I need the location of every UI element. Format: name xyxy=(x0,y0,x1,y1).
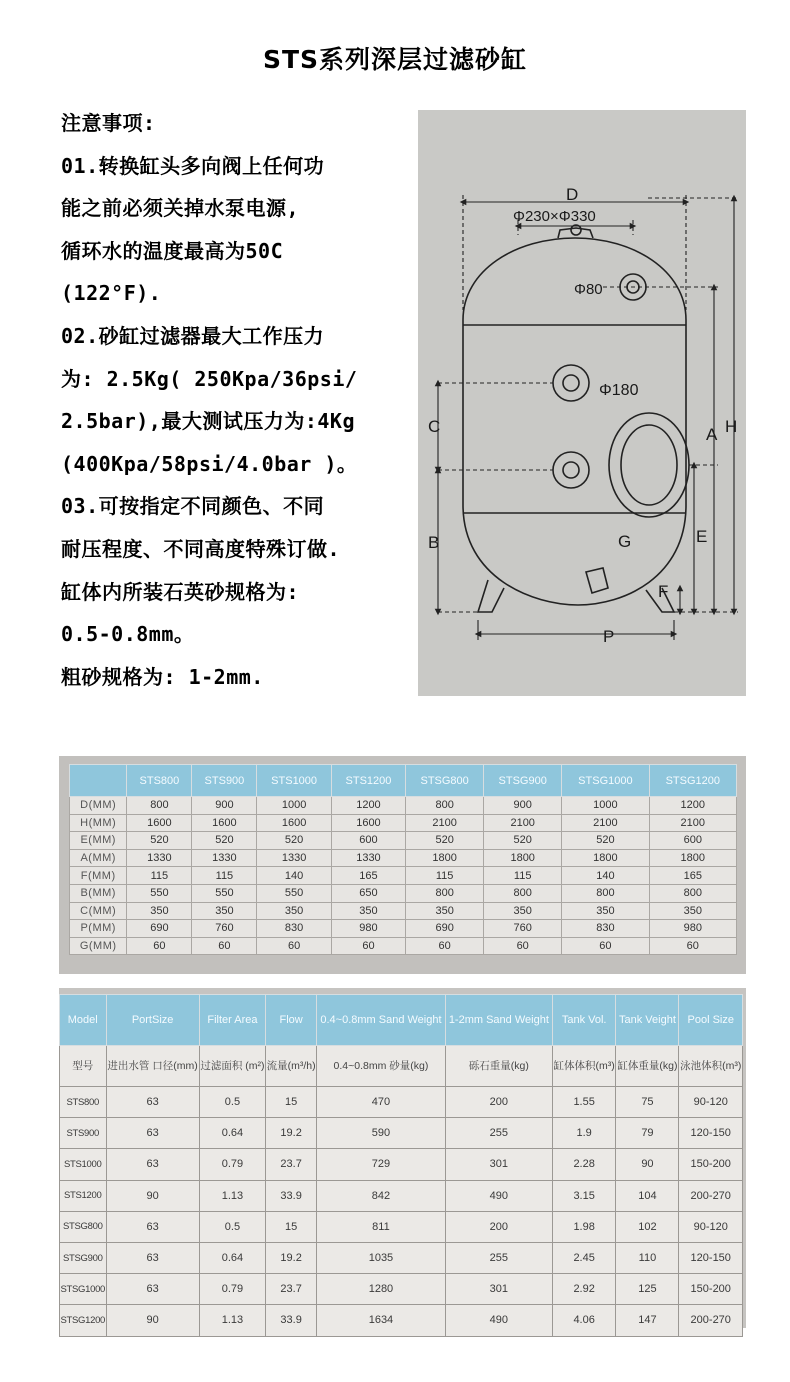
table-cell: 1330 xyxy=(192,849,257,867)
table-cell: 550 xyxy=(257,884,331,902)
column-subheader: 缸体体积(m³) xyxy=(552,1046,615,1087)
table-cell: 1000 xyxy=(257,797,331,815)
row-label: C(MM) xyxy=(70,902,127,920)
table-cell: 19.2 xyxy=(266,1242,317,1273)
table-cell: 125 xyxy=(616,1274,679,1305)
table-cell: 800 xyxy=(649,884,736,902)
table-cell: 690 xyxy=(406,920,484,938)
column-header xyxy=(70,765,127,797)
table-cell: 0.5 xyxy=(199,1087,265,1118)
column-header: STSG800 xyxy=(406,765,484,797)
table-cell: 1600 xyxy=(192,814,257,832)
table-cell: 75 xyxy=(616,1087,679,1118)
table-row xyxy=(70,832,737,850)
table-cell: 1200 xyxy=(649,797,736,815)
label-f: F xyxy=(658,582,669,601)
model-cell: STS800 xyxy=(60,1087,107,1118)
column-header: Filter Area xyxy=(199,995,265,1046)
table-cell: 165 xyxy=(649,867,736,885)
table-cell: 830 xyxy=(257,920,331,938)
table-cell: 2100 xyxy=(649,814,736,832)
row-label: H(MM) xyxy=(70,814,127,832)
column-header: Pool Size xyxy=(679,995,743,1046)
table-cell: 800 xyxy=(406,884,484,902)
table-row xyxy=(60,1118,743,1149)
column-subheader: 砾石重量(kg) xyxy=(445,1046,552,1087)
column-subheader: 缸体重量(kg) xyxy=(616,1046,679,1087)
table-row xyxy=(60,1087,743,1118)
table-cell: 811 xyxy=(317,1211,446,1242)
table-cell: 600 xyxy=(649,832,736,850)
table-cell: 800 xyxy=(484,884,562,902)
table-cell: 800 xyxy=(562,884,649,902)
table-cell: 1280 xyxy=(317,1274,446,1305)
table-cell: 301 xyxy=(445,1149,552,1180)
upper-nozzle xyxy=(553,365,589,401)
page-title: STS系列深层过滤砂缸 xyxy=(262,45,528,74)
model-cell: STS1200 xyxy=(60,1180,107,1211)
column-header: 1-2mm Sand Weight xyxy=(445,995,552,1046)
row-label: D(MM) xyxy=(70,797,127,815)
column-subheader: 型号 xyxy=(60,1046,107,1087)
table-cell: 0.79 xyxy=(199,1149,265,1180)
table-cell: 590 xyxy=(317,1118,446,1149)
table-cell: 115 xyxy=(484,867,562,885)
table-cell: 470 xyxy=(317,1087,446,1118)
table-cell: 90-120 xyxy=(679,1211,743,1242)
table-row xyxy=(70,849,737,867)
table-cell: 1800 xyxy=(562,849,649,867)
table-cell: 4.06 xyxy=(552,1305,615,1336)
table-cell: 1330 xyxy=(127,849,192,867)
table-cell: 2100 xyxy=(562,814,649,832)
table-row xyxy=(60,1242,743,1273)
table-cell: 63 xyxy=(106,1274,199,1305)
table-cell: 729 xyxy=(317,1149,446,1180)
table-cell: 115 xyxy=(127,867,192,885)
table-cell: 980 xyxy=(331,920,405,938)
table-row xyxy=(70,902,737,920)
label-p: P xyxy=(603,627,615,646)
table-cell: 350 xyxy=(406,902,484,920)
table-cell: 2.28 xyxy=(552,1149,615,1180)
column-subheader: 进出水管 口径(mm) xyxy=(106,1046,199,1087)
notes-line: (122°F). xyxy=(61,281,162,306)
table-row xyxy=(60,1211,743,1242)
table-cell: 63 xyxy=(106,1087,199,1118)
notes-line: 耐压程度、不同高度特殊订做. xyxy=(61,536,341,561)
notes-line: 缸体内所装石英砂规格为: xyxy=(61,579,300,604)
tank-drawing-svg xyxy=(418,110,746,696)
table-row xyxy=(70,814,737,832)
label-manhole: Φ180 xyxy=(599,382,639,399)
table-cell: 102 xyxy=(616,1211,679,1242)
table-cell: 15 xyxy=(266,1087,317,1118)
table-cell: 200 xyxy=(445,1087,552,1118)
notes-line: 循环水的温度最高为50C xyxy=(61,238,284,263)
table-subheader-row xyxy=(60,1046,743,1087)
table-row xyxy=(70,937,737,955)
table-cell: 830 xyxy=(562,920,649,938)
table-cell: 520 xyxy=(562,832,649,850)
notes-line: (400Kpa/58psi/4.0bar )。 xyxy=(61,451,358,476)
label-top-flange: Φ230×Φ330 xyxy=(513,208,596,225)
table-cell: 301 xyxy=(445,1274,552,1305)
table-cell: 0.79 xyxy=(199,1274,265,1305)
table-cell: 15 xyxy=(266,1211,317,1242)
table-cell: 980 xyxy=(649,920,736,938)
table-cell: 147 xyxy=(616,1305,679,1336)
table-cell: 690 xyxy=(127,920,192,938)
label-e: E xyxy=(696,527,708,546)
table-cell: 19.2 xyxy=(266,1118,317,1149)
table-cell: 650 xyxy=(331,884,405,902)
table-row xyxy=(60,1180,743,1211)
label-d: D xyxy=(566,185,579,204)
table-cell: 3.15 xyxy=(552,1180,615,1211)
model-cell: STSG1200 xyxy=(60,1305,107,1336)
table-cell: 1035 xyxy=(317,1242,446,1273)
table-header-row xyxy=(70,765,737,797)
row-label: P(MM) xyxy=(70,920,127,938)
table-cell: 0.5 xyxy=(199,1211,265,1242)
table-cell: 520 xyxy=(257,832,331,850)
table-cell: 350 xyxy=(562,902,649,920)
model-cell: STS1000 xyxy=(60,1149,107,1180)
table-cell: 350 xyxy=(484,902,562,920)
table-cell: 1.9 xyxy=(552,1118,615,1149)
table-cell: 2100 xyxy=(406,814,484,832)
table-cell: 255 xyxy=(445,1118,552,1149)
table-cell: 63 xyxy=(106,1118,199,1149)
table-cell: 90 xyxy=(616,1149,679,1180)
table-cell: 60 xyxy=(484,937,562,955)
table-cell: 90 xyxy=(106,1180,199,1211)
column-header: STS900 xyxy=(192,765,257,797)
table-row xyxy=(60,1274,743,1305)
column-subheader: 泳池体积(m³) xyxy=(679,1046,743,1087)
table-cell: 120-150 xyxy=(679,1242,743,1273)
table-cell: 200-270 xyxy=(679,1180,743,1211)
table-row xyxy=(70,884,737,902)
table-cell: 900 xyxy=(192,797,257,815)
column-subheader: 0.4~0.8mm 砂量(kg) xyxy=(317,1046,446,1087)
table-cell: 60 xyxy=(562,937,649,955)
table-cell: 1.13 xyxy=(199,1180,265,1211)
table-cell: 63 xyxy=(106,1149,199,1180)
model-cell: STSG800 xyxy=(60,1211,107,1242)
table-cell: 33.9 xyxy=(266,1305,317,1336)
notes-line: 02.砂缸过滤器最大工作压力 xyxy=(61,323,325,348)
notes-line: 0.5-0.8mm。 xyxy=(61,622,195,647)
table-cell: 110 xyxy=(616,1242,679,1273)
table-cell: 60 xyxy=(331,937,405,955)
table-cell: 490 xyxy=(445,1180,552,1211)
table-cell: 1800 xyxy=(649,849,736,867)
table-cell: 1800 xyxy=(406,849,484,867)
table-cell: 1330 xyxy=(257,849,331,867)
table-cell: 2100 xyxy=(484,814,562,832)
table-cell: 1.13 xyxy=(199,1305,265,1336)
filter-dimension-drawing xyxy=(418,110,746,696)
table-cell: 350 xyxy=(192,902,257,920)
specs-table xyxy=(59,994,743,1337)
row-label: A(MM) xyxy=(70,849,127,867)
row-label: E(MM) xyxy=(70,832,127,850)
table-cell: 90-120 xyxy=(679,1087,743,1118)
table-cell: 90 xyxy=(106,1305,199,1336)
table-cell: 900 xyxy=(484,797,562,815)
table-cell: 520 xyxy=(484,832,562,850)
table-cell: 63 xyxy=(106,1242,199,1273)
table-cell: 150-200 xyxy=(679,1274,743,1305)
table-cell: 520 xyxy=(127,832,192,850)
table-cell: 550 xyxy=(127,884,192,902)
label-g: G xyxy=(618,532,632,551)
table-cell: 120-150 xyxy=(679,1118,743,1149)
table-row xyxy=(60,1149,743,1180)
table-cell: 842 xyxy=(317,1180,446,1211)
column-header: 0.4~0.8mm Sand Weight xyxy=(317,995,446,1046)
table-cell: 200 xyxy=(445,1211,552,1242)
lower-nozzle xyxy=(553,452,589,488)
label-small-port: Φ80 xyxy=(574,281,603,298)
table-cell: 0.64 xyxy=(199,1118,265,1149)
table-cell: 79 xyxy=(616,1118,679,1149)
column-header: STS1000 xyxy=(257,765,331,797)
table-row xyxy=(70,797,737,815)
label-c: C xyxy=(428,417,441,436)
notes-line: 03.可按指定不同颜色、不同 xyxy=(61,494,325,519)
column-header: Tank Veight xyxy=(616,995,679,1046)
table-cell: 350 xyxy=(257,902,331,920)
table-cell: 60 xyxy=(406,937,484,955)
table-cell: 1330 xyxy=(331,849,405,867)
model-cell: STSG900 xyxy=(60,1242,107,1273)
table-cell: 1600 xyxy=(331,814,405,832)
table-cell: 60 xyxy=(192,937,257,955)
table-cell: 1800 xyxy=(484,849,562,867)
table-cell: 165 xyxy=(331,867,405,885)
table-cell: 1600 xyxy=(127,814,192,832)
table-cell: 520 xyxy=(406,832,484,850)
table-cell: 0.64 xyxy=(199,1242,265,1273)
table-row xyxy=(70,920,737,938)
column-header: STS1200 xyxy=(331,765,405,797)
column-header: STSG900 xyxy=(484,765,562,797)
table-cell: 800 xyxy=(406,797,484,815)
row-label: G(MM) xyxy=(70,937,127,955)
label-a: A xyxy=(706,425,718,444)
table-cell: 140 xyxy=(562,867,649,885)
table-cell: 1.98 xyxy=(552,1211,615,1242)
table-cell: 23.7 xyxy=(266,1149,317,1180)
table-cell: 140 xyxy=(257,867,331,885)
table-cell: 1600 xyxy=(257,814,331,832)
notes-block xyxy=(61,108,416,704)
notes-line: 01.转换缸头多向阀上任何功 xyxy=(61,153,325,178)
table-cell: 33.9 xyxy=(266,1180,317,1211)
table-cell: 1000 xyxy=(562,797,649,815)
row-label: F(MM) xyxy=(70,867,127,885)
notes-line: 粗砂规格为: 1-2mm. xyxy=(61,664,264,689)
table-cell: 60 xyxy=(127,937,192,955)
column-subheader: 流量(m³/h) xyxy=(266,1046,317,1087)
table-cell: 104 xyxy=(616,1180,679,1211)
column-header: PortSize xyxy=(106,995,199,1046)
drain-port xyxy=(586,568,608,593)
table-cell: 600 xyxy=(331,832,405,850)
table-cell: 350 xyxy=(331,902,405,920)
dimensions-table xyxy=(69,764,737,955)
row-label: B(MM) xyxy=(70,884,127,902)
column-header: STSG1200 xyxy=(649,765,736,797)
table-cell: 2.45 xyxy=(552,1242,615,1273)
column-subheader: 过滤面积 (m²) xyxy=(199,1046,265,1087)
table-cell: 115 xyxy=(192,867,257,885)
label-h: H xyxy=(725,417,738,436)
notes-line: 2.5bar),最大测试压力为:4Kg xyxy=(61,409,355,434)
column-header: STS800 xyxy=(127,765,192,797)
table-cell: 60 xyxy=(257,937,331,955)
table-cell: 1200 xyxy=(331,797,405,815)
table-cell: 350 xyxy=(127,902,192,920)
table-row xyxy=(60,1305,743,1336)
model-cell: STSG1000 xyxy=(60,1274,107,1305)
table-cell: 520 xyxy=(192,832,257,850)
column-header: Model xyxy=(60,995,107,1046)
table-row xyxy=(70,867,737,885)
model-cell: STS900 xyxy=(60,1118,107,1149)
table-cell: 490 xyxy=(445,1305,552,1336)
table-cell: 1634 xyxy=(317,1305,446,1336)
column-header: STSG1000 xyxy=(562,765,649,797)
table-cell: 2.92 xyxy=(552,1274,615,1305)
table-cell: 800 xyxy=(127,797,192,815)
table-cell: 63 xyxy=(106,1211,199,1242)
specs-table-photo xyxy=(59,988,746,1328)
table-cell: 760 xyxy=(192,920,257,938)
notes-line: 为: 2.5Kg( 250Kpa/36psi/ xyxy=(61,366,358,391)
notes-line: 能之前必须关掉水泵电源, xyxy=(61,196,300,221)
label-b: B xyxy=(428,533,440,552)
column-header: Tank Vol. xyxy=(552,995,615,1046)
table-cell: 760 xyxy=(484,920,562,938)
table-cell: 115 xyxy=(406,867,484,885)
column-header: Flow xyxy=(266,995,317,1046)
table-cell: 1.55 xyxy=(552,1087,615,1118)
table-cell: 350 xyxy=(649,902,736,920)
table-cell: 200-270 xyxy=(679,1305,743,1336)
table-cell: 23.7 xyxy=(266,1274,317,1305)
table-cell: 60 xyxy=(649,937,736,955)
notes-heading: 注意事项: xyxy=(61,111,156,135)
table-cell: 255 xyxy=(445,1242,552,1273)
table-cell: 550 xyxy=(192,884,257,902)
dimensions-table-photo xyxy=(59,756,746,974)
table-cell: 150-200 xyxy=(679,1149,743,1180)
table-header-row xyxy=(60,995,743,1046)
